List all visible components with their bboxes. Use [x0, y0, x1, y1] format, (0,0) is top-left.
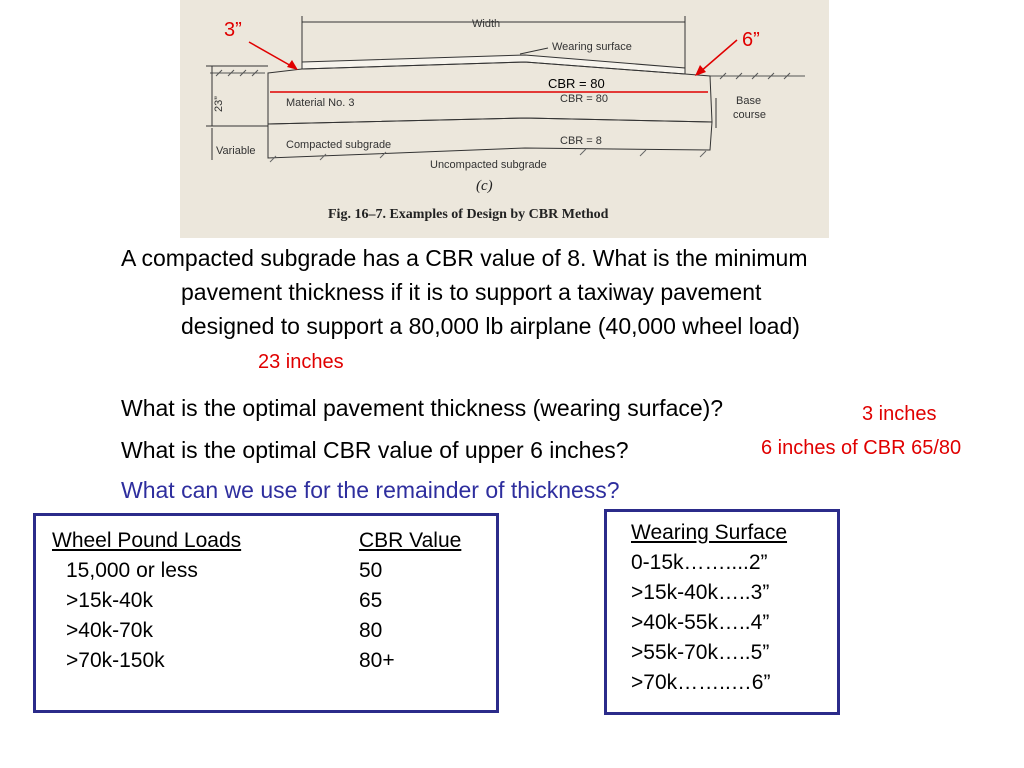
- table-row-load: >40k-70k: [66, 619, 153, 642]
- table-row-load: 15,000 or less: [66, 559, 198, 582]
- list-item: 0-15k……....2”: [631, 551, 768, 574]
- table-row-load: >15k-40k: [66, 589, 153, 612]
- cbr80-overlay-label: CBR = 80: [548, 76, 605, 91]
- cbr-value-table: [33, 513, 499, 713]
- wearing-surface-table: [604, 509, 840, 715]
- header-wheel-loads: Wheel Pound Loads: [52, 529, 242, 552]
- uncompacted-subgrade-label: Uncompacted subgrade: [430, 159, 547, 171]
- thickness-23-label: 23”: [213, 96, 225, 112]
- table-row-cbr: 80: [359, 619, 383, 642]
- cbr8-label: CBR = 8: [560, 135, 602, 147]
- list-item: >15k-40k…..3”: [631, 581, 770, 604]
- annotation-6-inch: 6”: [742, 29, 760, 51]
- material-label: Material No. 3: [286, 97, 355, 109]
- list-item: >40k-55k…..4”: [631, 611, 770, 634]
- width-label: Width: [472, 18, 501, 30]
- list-item: >70k……..…6”: [631, 671, 771, 694]
- variable-label: Variable: [216, 145, 256, 157]
- table-row-cbr: 65: [359, 589, 383, 612]
- figure-caption: Fig. 16–7. Examples of Design by CBR Method: [328, 207, 609, 222]
- table-row-load: >70k-150k: [66, 649, 165, 672]
- header-cbr-value: CBR Value: [359, 529, 462, 552]
- annotation-3-inch: 3”: [224, 19, 242, 41]
- answer-2: 3 inches: [862, 403, 937, 425]
- table-row-cbr: 50: [359, 559, 383, 582]
- question-1-line-2: pavement thickness if it is to support a taxiway pavement: [181, 279, 762, 305]
- answer-3: 6 inches of CBR 65/80: [761, 437, 962, 459]
- base-course-label-1: Base: [736, 95, 762, 107]
- cbr80-scan-label: CBR = 80: [560, 93, 608, 105]
- header-wearing-surface: Wearing Surface: [631, 521, 788, 544]
- question-3: What is the optimal CBR value of upper 6 inches?: [121, 437, 629, 463]
- list-item: >55k-70k…..5”: [631, 641, 770, 664]
- answer-1: 23 inches: [258, 351, 344, 373]
- question-1-line-3: designed to support a 80,000 lb airplane (40,000 wheel load): [181, 313, 800, 339]
- question-2: What is the optimal pavement thickness (wearing surface)?: [121, 395, 724, 421]
- cbr-design-figure: [180, 0, 829, 238]
- question-4: What can we use for the remainder of thickness?: [121, 477, 620, 503]
- wearing-surface-label: Wearing surface: [552, 41, 632, 53]
- compacted-subgrade-label: Compacted subgrade: [286, 139, 392, 151]
- table-row-cbr: 80+: [359, 649, 395, 672]
- base-course-label-2: course: [733, 109, 767, 121]
- pavement-cross-section: [180, 0, 829, 238]
- question-1-line-1: A compacted subgrade has a CBR value of 8. What is the minimum: [121, 245, 808, 271]
- figure-sublabel: (c): [476, 178, 493, 194]
